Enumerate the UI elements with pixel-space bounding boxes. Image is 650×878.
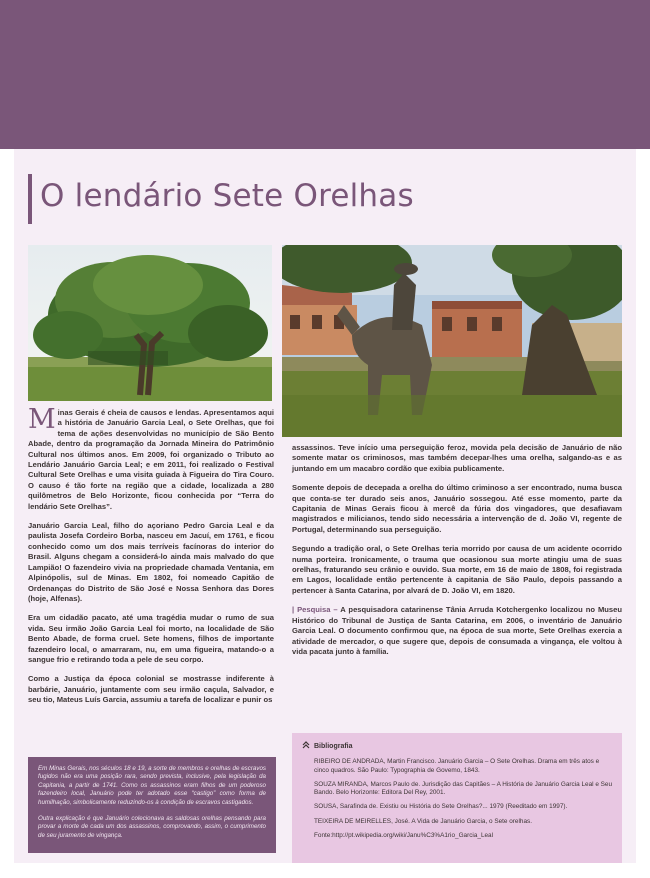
sidebar-box [28,757,276,853]
bibliography-source-link[interactable]: Fonte:http://pt.wikipedia.org/wiki/Janu%C3%A1rio_Garcia_Leal [314,832,494,840]
paragraph: Januário Garcia Leal, filho do açoriano Pedro Garcia Leal e da paulista Josefa Cordeiro Borba, nasceu em Jacuí, em 1761, e ficou conhecido como um dos mais terríveis facínoras do interior do Brasil. Alguns chegam a considerá-lo ainda mais malvado do que Lampião! O fazendeiro vivia na propriedade chamada Ventania, em Alpinópolis, sul de Minas. Em 1802, foi nomeado Capitão de Ordenanças do Distrito de São José e Nossa Senhora das Dores (hoje, Alfenas). [28,521,274,603]
bibliography-item: RIBEIRO DE ANDRADA, Martin Francisco. Januário Garcia – O Sete Orelhas. Drama em três atos e cinco quadros. São Paulo: Typographia de Govemo, 1843. [314,758,600,774]
bibliography-item: SOUSA, Sarafinda de. Existiu ou História do Sete Orelhas?... 1979 (Reeditado em 1997). [314,803,568,811]
sidebar-paragraph: Outra explicação é que Januário colecionava as saldosas orelhas pensando para provar a morte de cada um dos assassinos, comprovando, assim, o cumprimento de seu juramento de vingança. [38,815,266,839]
paragraph: Segundo a tradição oral, o Sete Orelhas teria morrido por causa de um acidente ocorrido numa porteira. Ironicamente, o trauma que ocasionou sua morte atingiu uma de suas orelhas, fraturando seu crânio e ouvido. Sua morte, em 16 de maio de 1808, foi registrada em Lagos, localidade então pertencente à capitania de São Paulo, depois passando a pertencer à Santa Catarina, por alvará de D. João VI, em 1820. [292,544,622,595]
bibliography-header [302,741,612,752]
fig-tree-photo [28,245,272,401]
paragraph: Como a Justiça da época colonial se mostrasse indiferente à barbárie, Januário, juntamente com seu irmão caçula, Salvador, e seu tio, Mateus Luís Garcia, assumiu a tarefa de localizar e punir os [28,674,274,705]
paragraph: assassinos. Teve início uma perseguição feroz, movida pela decisão de Januário de não somente matar os criminosos, mas também decepar-lhes uma orelha, salgando-as e as juntando em um macabro cordão que exibia publicamente. [292,443,622,473]
intro-paragraph [28,404,274,512]
research-paragraph-text: A pesquisadora catarinense Tânia Arruda Kotchergenko localizou no Museu Histórico do Tribunal de Justiça de Santa Catarina, em 2006, o inventário de Januário Garcia Leal. O documento confirmou que, na época de sua morte, Sete Orelhas exercia a atividade de mercador, o que sugere que, depois de consumada a vingança, ele voltou à vida pacata junto à família. [292,605,622,656]
bibliography-item: TEIXEIRA DE MEIRELLES, José. A Vida de Januário Garcia, o Sete orelhas. [314,817,532,825]
bibliography-heading: Bibliografia [314,742,353,750]
bibliography-item: SOUZA MIRANDA, Marcos Paulo de. Jurisdição das Capitães – A História de Januário Garcia Leal e Seu Bando. Belo Horizonte: Editora Del Rey, 2001. [314,780,613,797]
article-column-1 [28,404,274,715]
intro-paragraph-text: inas Gerais é cheia de causos e lendas. Apresentamos aqui a história de Januário Garcia Leal, o Sete Orelhas, que foi tema de ações desenvolvidas no município de São Bento Abade, dentro da programação da Jornada Mineira do Patrimônio Cultural nos últimos anos. Em 2009, foi organizado o Tributo ao Lendário Januário Garcia Leal; e em 2011, foi realizado o Festival Cultural Sete Orelhas e uma visita guiada à Figueira do Tira Couro. O causo é tão forte na região que a cidade, localizada a 280 quilômetros de Belo Horizonte, ficou conhecida por “Terra do lendário Sete Orelhas”. [28,408,274,511]
article-column-2 [292,443,622,666]
header-band [0,0,650,149]
research-paragraph [292,605,622,657]
title-accent-bar [28,174,32,224]
article-title: O lendário Sete Orelhas [40,178,414,214]
statue-photo [282,245,622,437]
drop-cap: M [28,404,56,435]
sidebar-paragraph: Em Minas Gerais, nos séculos 18 e 19, a sorte de membros e orelhas de escravos fugidos não era uma posição rara, sendo prevista, inclusive, pela legislação da Capitania, a partir de 1741. Como os assassinos eram filhos de um poderoso fazendeiro local, Januário pode ter adotado esse “castigo” como forma de humilhação, simbolicamente reduzindo-os à condição de escravos castigados. [38,765,266,806]
bibliography-box [292,733,622,863]
research-label: | Pesquisa – [292,605,338,615]
double-chevron-icon [302,741,310,752]
paragraph: Era um cidadão pacato, até uma tragédia mudar o rumo de sua vida. Seu irmão João Garcia Leal foi morto, na localidade de São Bento Abade, de forma cruel. Sete homens, filhos de importante fazendeiro local, o amarraram, nu, em uma figueira, matando-o a sangue frio e retirando toda a pele de seu corpo. [28,613,274,664]
paragraph: Somente depois de decepada a orelha do último criminoso a ser encontrado, numa busca que conta-se ter durado seis anos, Januário sossegou. Até esse momento, parte da Capitania de Minas Gerais ficou à mercê da fúria dos vingadores, que desafiavam magistrados e milicianos, tendo sido necessária a intervenção de d. João VI, regente de Portugal, determinando sua perseguição. [292,483,622,534]
